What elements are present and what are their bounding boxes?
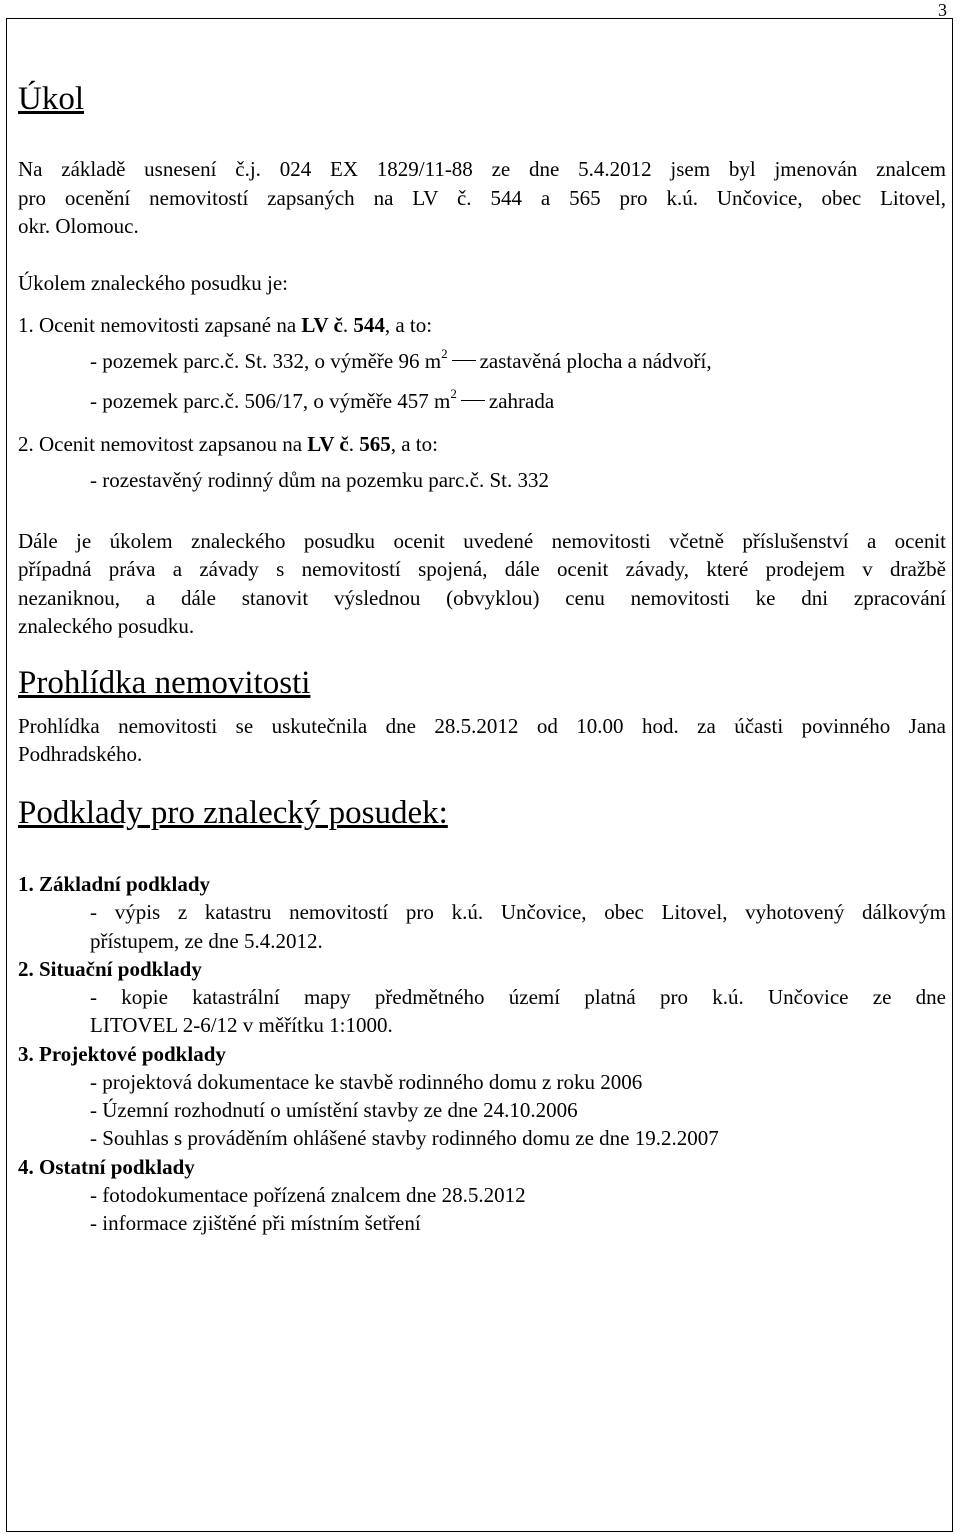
heading-podklady: Podklady pro znalecký posudek:	[18, 795, 448, 831]
intro-line-3: okr. Olomouc.	[18, 214, 139, 238]
task-item-1-sub-1: - pozemek parc.č. St. 332, o výměře 96 $m^2$ zastavěná plocha a nádvoří,	[90, 346, 712, 373]
task-item-1-sub-2: - pozemek parc.č. 506/17, o výměře 457 $m^2$ zahrada	[90, 386, 555, 413]
task-item-2-sub-1: - rozestavěný rodinný dům na pozemku parc.č. St. 332	[90, 468, 549, 492]
podklady-section-4-title: 4. Ostatní podklady	[18, 1155, 195, 1179]
intro-line-1: Na základě usnesení č.j. 024 EX 1829/11-88 ze dne 5.4.2012 jsem byl jmenován znalcem	[18, 157, 946, 181]
task-item-2: 2. Ocenit nemovitost zapsanou na LV č. 565, a to:	[18, 432, 438, 456]
dash-line	[452, 360, 476, 361]
task-paragraph-line-3: nezaniknou, a dále stanovit výslednou (obvyklou) cenu nemovitosti ke dni zpracování	[18, 586, 946, 610]
podklady-section-3-line-1: - projektová dokumentace ke stavbě rodinného domu z roku 2006	[90, 1070, 643, 1094]
podklady-section-2-line-2: LITOVEL 2-6/12 v měřítku 1:1000.	[90, 1013, 393, 1037]
prohlidka-line-2: Podhradského.	[18, 742, 143, 766]
intro-line-2: pro ocenění nemovitostí zapsaných na LV č. 544 a 565 pro k.ú. Unčovice, obec Litovel,	[18, 186, 946, 210]
heading-ukol: Úkol	[18, 81, 84, 117]
podklady-section-4-line-1: - fotodokumentace pořízená znalcem dne 28.5.2012	[90, 1183, 526, 1207]
heading-prohlidka: Prohlídka nemovitosti	[18, 665, 311, 701]
podklady-section-3-line-2: - Územní rozhodnutí o umístění stavby ze dne 24.10.2006	[90, 1098, 578, 1122]
podklady-section-3-line-3: - Souhlas s prováděním ohlášené stavby rodinného domu ze dne 19.2.2007	[90, 1126, 719, 1150]
podklady-section-2-line-1: - kopie katastrální mapy předmětného území platná pro k.ú. Unčovice ze dne	[90, 985, 946, 1009]
podklady-section-1-title: 1. Základní podklady	[18, 872, 211, 896]
task-paragraph-line-2: případná práva a závady s nemovitostí spojená, dále ocenit závady, které prodejem v dražbě	[18, 557, 946, 581]
podklady-section-4-line-2: - informace zjištěné při místním šetření	[90, 1211, 421, 1235]
podklady-section-2-title: 2. Situační podklady	[18, 957, 202, 981]
task-label: Úkolem znaleckého posudku je:	[18, 271, 289, 295]
dash-line	[461, 400, 485, 401]
podklady-section-1-line-1: - výpis z katastru nemovitostí pro k.ú. Unčovice, obec Litovel, vyhotovený dálkovým	[90, 900, 946, 924]
task-item-1: 1. Ocenit nemovitosti zapsané na LV č. 544, a to:	[18, 313, 433, 337]
task-paragraph-line-4: znaleckého posudku.	[18, 614, 195, 638]
task-paragraph-line-1: Dále je úkolem znaleckého posudku ocenit uvedené nemovitosti včetně příslušenství a ocenit	[18, 529, 946, 553]
podklady-section-3-title: 3. Projektové podklady	[18, 1042, 226, 1066]
page-number: 3	[938, 0, 947, 20]
prohlidka-line-1: Prohlídka nemovitosti se uskutečnila dne 28.5.2012 od 10.00 hod. za účasti povinného Jana	[18, 714, 946, 738]
page-frame	[6, 18, 953, 1532]
podklady-section-1-line-2: přístupem, ze dne 5.4.2012.	[90, 929, 323, 953]
